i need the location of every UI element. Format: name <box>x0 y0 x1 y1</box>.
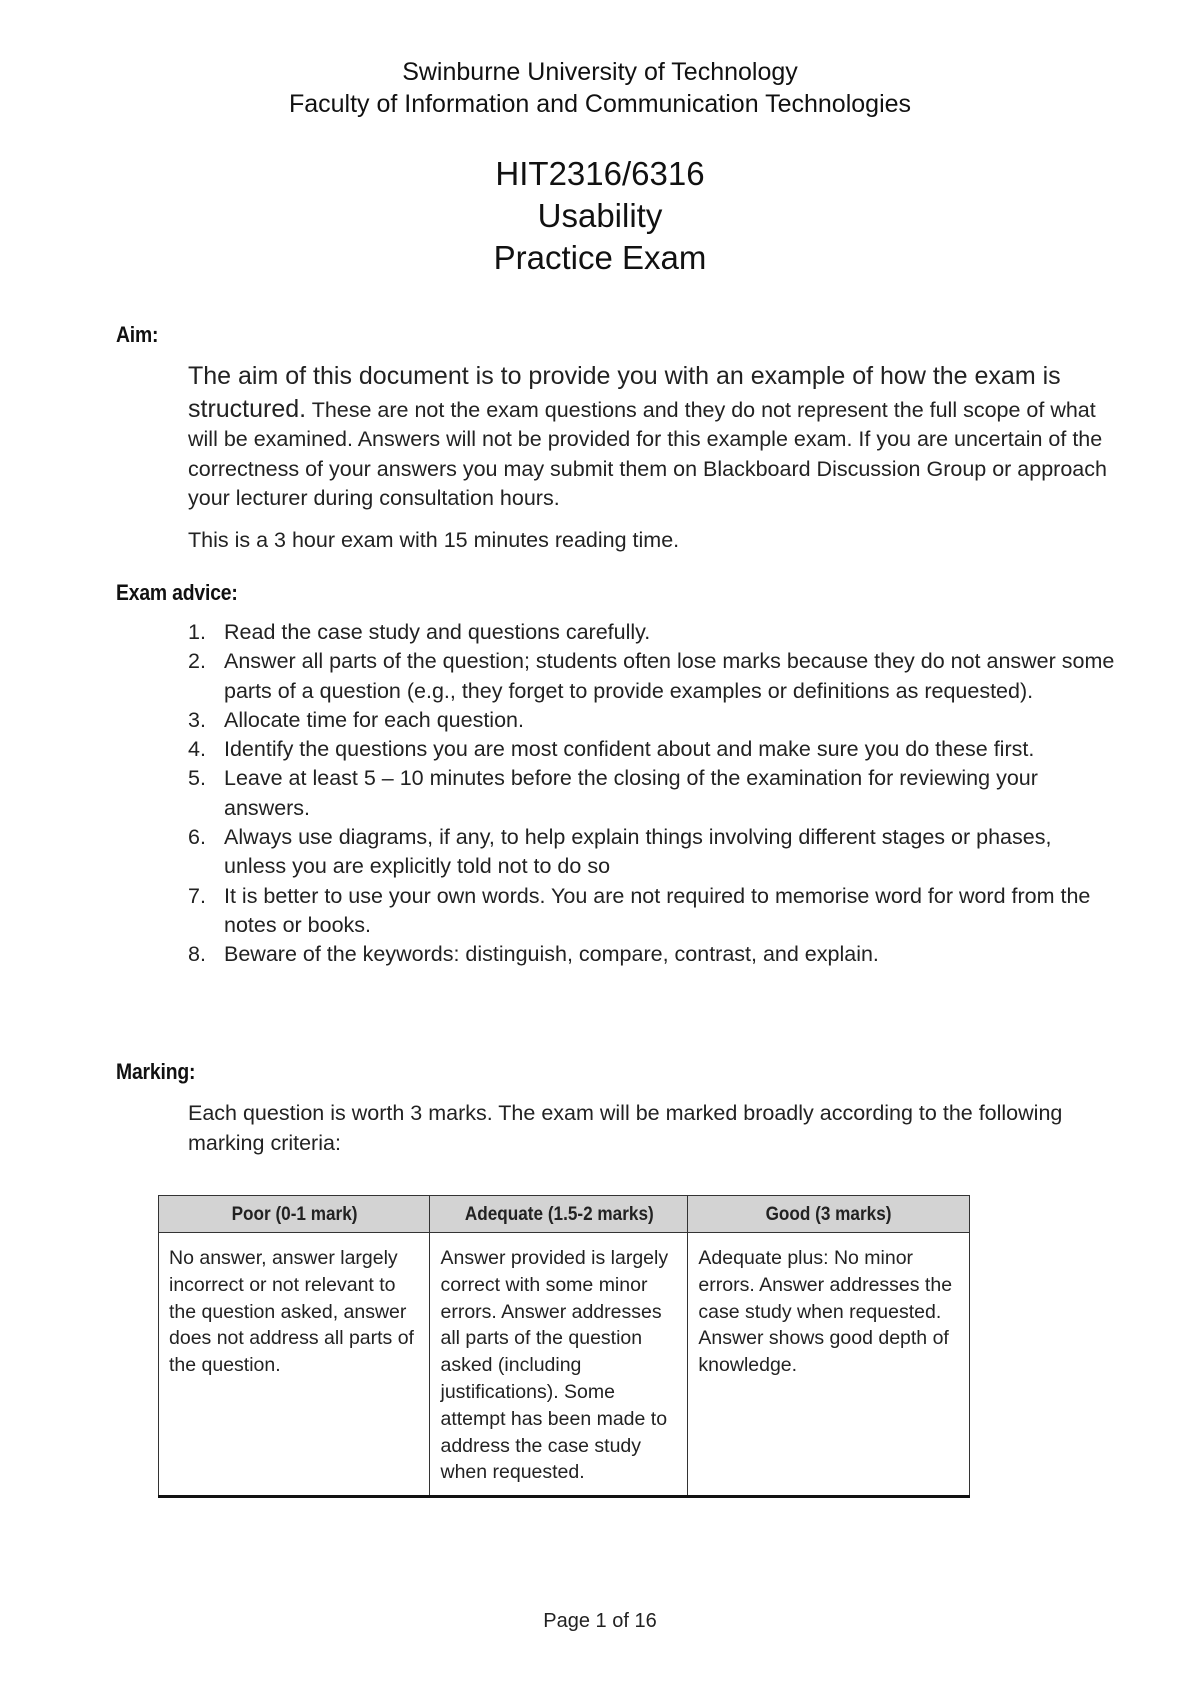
aim-lead-sentence: The aim of this document is to provide you with an example of how the exam is structured. <box>188 362 1061 423</box>
advice-item-number: 1. <box>188 620 206 644</box>
criteria-cell-good: Adequate plus: No minor errors. Answer addresses the case study when requested. Answer shows good depth of knowledge. <box>688 1233 970 1497</box>
faculty-name: Faculty of Information and Communication Technologies <box>288 90 912 118</box>
column-header-poor <box>159 1196 430 1233</box>
aim-body-text: These are not the exam questions and they do not represent the full scope of what will be examined. Answers will not be provided for this example exam. If you are uncertain of the correctness of your answers you may submit them on Blackboard Discussion Group or approach your lecturer during consultation hours. <box>188 397 1107 510</box>
advice-item <box>188 618 1118 647</box>
advice-item <box>188 764 1118 823</box>
advice-item-text: Always use diagrams, if any, to help explain things involving different stages or phases, unless you are explicitly told not to do so <box>224 825 1052 879</box>
course-code: HIT2316/6316 <box>495 155 705 192</box>
criteria-cell-adequate: Answer provided is largely correct with some minor errors. Answer addresses all parts of the question asked (including justifications). Some attempt has been made to address the case study when requested. <box>430 1233 688 1497</box>
advice-item <box>188 706 1118 735</box>
marking-criteria-table <box>158 1195 970 1498</box>
advice-item-text: Leave at least 5 – 10 minutes before the closing of the examination for reviewing your answers. <box>224 766 1038 820</box>
marking-heading: Marking: <box>116 1059 196 1084</box>
advice-item-text: It is better to use your own words. You are not required to memorise word for word from the notes or books. <box>224 883 1091 937</box>
subject-name: Usability <box>537 197 663 234</box>
column-header-adequate <box>430 1196 688 1233</box>
table-header-row <box>159 1196 970 1233</box>
advice-item <box>188 823 1118 882</box>
exam-duration: This is a 3 hour exam with 15 minutes reading time. <box>188 528 680 552</box>
aim-heading: Aim: <box>116 322 159 347</box>
exam-advice-heading: Exam advice: <box>116 580 238 605</box>
advice-item-text: Beware of the keywords: distinguish, compare, contrast, and explain. <box>224 942 879 967</box>
column-header-label: Adequate (1.5-2 marks) <box>464 1202 654 1225</box>
marking-description: Each question is worth 3 marks. The exam will be marked broadly according to the following marking criteria: <box>188 1101 1063 1155</box>
advice-item <box>188 940 1118 969</box>
university-name: Swinburne University of Technology <box>402 58 798 86</box>
advice-item-text: Answer all parts of the question; students often lose marks because they do not answer some parts of a question (e.g., they forget to provide examples or definitions as requested). <box>224 649 1115 703</box>
advice-item-text: Allocate time for each question. <box>224 707 524 732</box>
advice-item-number: 5. <box>188 766 206 791</box>
advice-item-text: Read the case study and questions carefully. <box>224 620 651 644</box>
column-header-label: Good (3 marks) <box>765 1202 892 1225</box>
advice-item-number: 4. <box>188 737 206 762</box>
advice-item-number: 3. <box>188 707 206 732</box>
table-row <box>159 1233 970 1497</box>
advice-item <box>188 735 1118 764</box>
advice-item-number: 8. <box>188 942 206 967</box>
advice-item-number: 2. <box>188 649 206 674</box>
advice-item <box>188 882 1118 941</box>
page-number: Page 1 of 16 <box>543 1610 657 1632</box>
column-header-good <box>688 1196 970 1233</box>
aim-paragraph <box>188 360 1118 514</box>
advice-item-text: Identify the questions you are most confident about and make sure you do these first. <box>224 737 1035 762</box>
advice-item <box>188 647 1118 706</box>
column-header-label: Poor (0-1 mark) <box>231 1202 358 1225</box>
advice-item-number: 7. <box>188 883 206 908</box>
exam-advice-list <box>188 618 1118 970</box>
document-title: Practice Exam <box>493 239 707 276</box>
criteria-cell-poor: No answer, answer largely incorrect or not relevant to the question asked, answer does not address all parts of the question. <box>159 1233 430 1497</box>
advice-item-number: 6. <box>188 825 206 850</box>
